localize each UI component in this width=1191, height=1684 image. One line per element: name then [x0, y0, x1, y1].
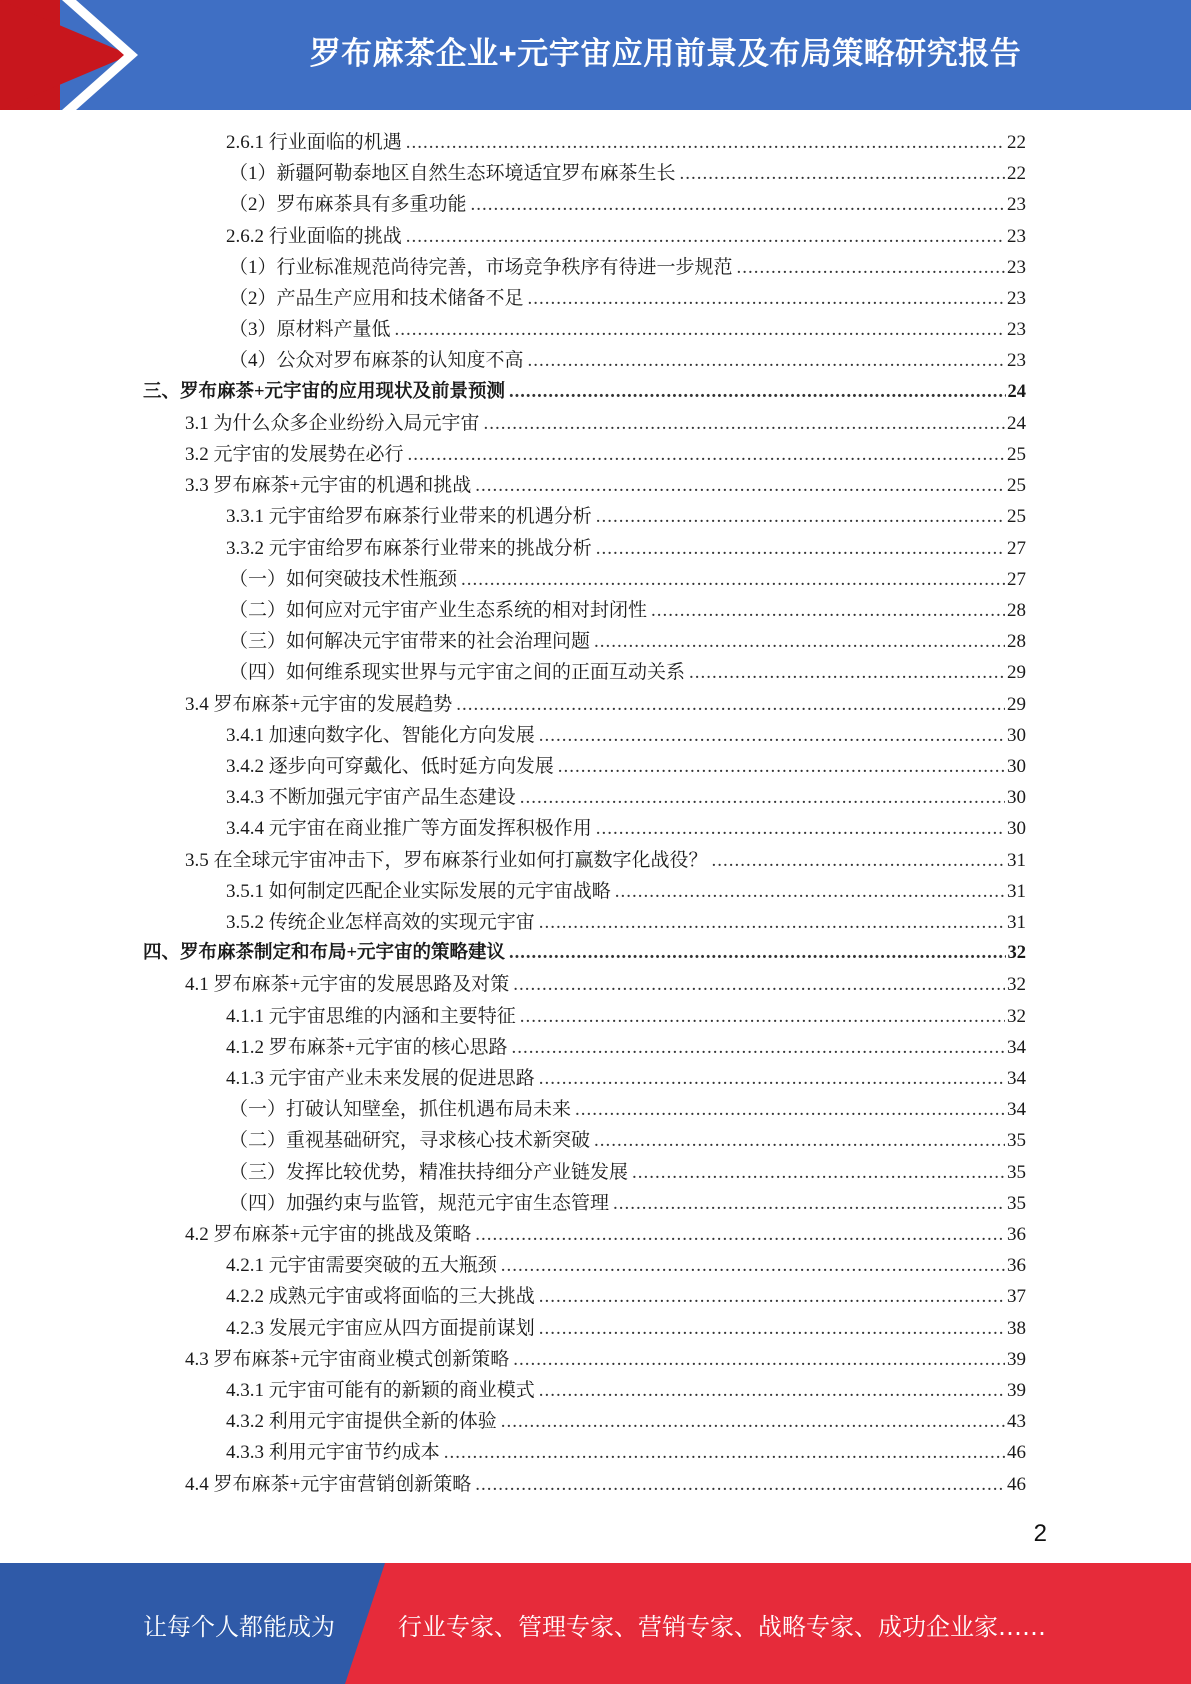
toc-leader-dots [539, 1375, 1005, 1406]
footer-blue-slant [345, 1563, 385, 1684]
toc-leader-dots [501, 1250, 1005, 1281]
toc-entry-title: 3.3 罗布麻茶+元宇宙的机遇和挑战 [185, 475, 472, 497]
toc-entry[interactable] [226, 720, 1026, 751]
toc-entry[interactable] [185, 689, 1026, 720]
toc-leader-dots [737, 252, 1005, 283]
toc-entry-title: 3.1 为什么众多企业纷纷入局元宇宙 [185, 412, 480, 434]
toc-entry-page: 31 [1007, 880, 1026, 902]
toc-entry-title: 3.4 罗布麻茶+元宇宙的发展趋势 [185, 693, 453, 715]
toc-entry[interactable] [229, 595, 1026, 626]
toc-entry-page: 25 [1007, 444, 1026, 465]
toc-entry-page: 23 [1007, 256, 1026, 278]
toc-entry-page: 23 [1007, 288, 1026, 309]
toc-entry-title: （1）行业标准规范尚待完善，市场竞争秩序有待进一步规范 [229, 256, 733, 278]
toc-leader-dots [511, 1032, 1005, 1063]
toc-leader-dots [509, 938, 1005, 969]
toc-entry-title: 4.4 罗布麻茶+元宇宙营销创新策略 [185, 1473, 472, 1495]
toc-entry[interactable] [226, 221, 1026, 252]
toc-entry-title: 4.2.1 元宇宙需要突破的五大瓶颈 [226, 1255, 497, 1277]
toc-entry-title: 3.4.3 不断加强元宇宙产品生态建设 [226, 787, 516, 809]
toc-entry[interactable] [185, 1344, 1026, 1375]
toc-entry[interactable] [185, 470, 1026, 501]
toc-entry-title: （4）公众对罗布麻茶的认知度不高 [229, 350, 524, 372]
toc-leader-dots [558, 751, 1005, 782]
toc-leader-dots [594, 626, 1005, 657]
toc-entry-title: 3.4.2 逐步向可穿戴化、低时延方向发展 [226, 756, 554, 777]
toc-leader-dots [513, 1344, 1005, 1375]
toc-entry-title: 4.2 罗布麻茶+元宇宙的挑战及策略 [185, 1224, 472, 1245]
toc-entry-page: 23 [1007, 194, 1026, 216]
toc-entry[interactable] [143, 377, 1026, 408]
toc-entry-title: （三）发挥比较优势，精准扶持细分产业链发展 [229, 1161, 629, 1183]
toc-leader-dots [520, 1001, 1005, 1032]
toc-entry-title: （二）如何应对元宇宙产业生态系统的相对封闭性 [229, 600, 648, 621]
toc-entry-page: 25 [1007, 475, 1026, 497]
toc-entry-title: （2）产品生产应用和技术储备不足 [229, 288, 524, 309]
toc-entry[interactable] [226, 751, 1026, 782]
toc-leader-dots [539, 907, 1005, 938]
toc-leader-dots [632, 1157, 1005, 1188]
toc-entry-title: 4.3.2 利用元宇宙提供全新的体验 [226, 1411, 497, 1433]
toc-entry[interactable] [143, 938, 1026, 969]
toc-entry[interactable] [185, 845, 1026, 876]
toc-leader-dots [596, 813, 1005, 844]
toc-entry-page: 39 [1007, 1348, 1026, 1370]
toc-entry-title: 4.3.1 元宇宙可能有的新颖的商业模式 [226, 1380, 535, 1401]
toc-entry[interactable] [229, 283, 1026, 314]
toc-entry-page: 25 [1007, 506, 1026, 528]
toc-leader-dots [596, 533, 1005, 564]
toc-entry-page: 29 [1007, 662, 1026, 684]
toc-entry-page: 34 [1007, 1036, 1026, 1058]
toc-entry-page: 31 [1007, 849, 1026, 871]
toc-entry-page: 34 [1007, 1099, 1026, 1121]
toc-entry-page: 22 [1007, 163, 1026, 185]
toc-entry[interactable] [229, 1188, 1026, 1219]
toc-entry-title: （1）新疆阿勒泰地区自然生态环境适宜罗布麻茶生长 [229, 163, 676, 185]
toc-entry-title: 4.1.2 罗布麻茶+元宇宙的核心思路 [226, 1036, 508, 1058]
page-footer [0, 1563, 1191, 1684]
toc-entry-title: 4.2.3 发展元宇宙应从四方面提前谋划 [226, 1317, 535, 1339]
toc-entry[interactable] [226, 1313, 1026, 1344]
toc-entry[interactable] [226, 1063, 1026, 1094]
toc-leader-dots [528, 345, 1005, 376]
toc-leader-dots [471, 189, 1005, 220]
toc-entry-title: 3.4.1 加速向数字化、智能化方向发展 [226, 724, 535, 746]
toc-leader-dots [484, 408, 1005, 439]
toc-leader-dots [689, 657, 1005, 688]
toc-entry[interactable] [226, 1437, 1026, 1468]
toc-entry[interactable] [185, 439, 1026, 470]
toc-leader-dots [594, 1125, 1005, 1156]
toc-entry-title: 4.1.1 元宇宙思维的内涵和主要特征 [226, 1005, 516, 1027]
toc-entry-page: 32 [1007, 1005, 1026, 1027]
toc-entry-title: 4.1 罗布麻茶+元宇宙的发展思路及对策 [185, 974, 510, 996]
toc-leader-dots [615, 876, 1005, 907]
toc-entry[interactable] [185, 1219, 1026, 1250]
footer-slogan-right: 行业专家、管理专家、营销专家、战略专家、成功企业家…… [398, 1613, 1046, 1641]
toc-entry-page: 27 [1007, 568, 1026, 590]
toc-entry-page: 43 [1007, 1411, 1026, 1433]
toc-entry-page: 39 [1007, 1380, 1026, 1401]
toc-entry-page: 36 [1007, 1255, 1026, 1277]
toc-entry[interactable] [185, 408, 1026, 439]
toc-entry-title: （四）加强约束与监管，规范元宇宙生态管理 [229, 1192, 610, 1214]
toc-entry-page: 28 [1007, 631, 1026, 653]
toc-leader-dots [461, 564, 1005, 595]
toc-entry-page: 38 [1007, 1317, 1026, 1339]
toc-leader-dots [680, 158, 1005, 189]
toc-entry[interactable] [229, 314, 1026, 345]
page-header [0, 0, 1191, 110]
toc-leader-dots [712, 845, 1005, 876]
toc-entry[interactable] [226, 907, 1026, 938]
toc-entry-title: （2）罗布麻茶具有多重功能 [229, 194, 467, 216]
toc-entry[interactable] [226, 813, 1026, 844]
toc-entry-title: 3.3.2 元宇宙给罗布麻茶行业带来的挑战分析 [226, 537, 592, 559]
toc-leader-dots [475, 1219, 1005, 1250]
toc-entry-page: 32 [1007, 943, 1026, 964]
toc-entry-page: 30 [1007, 724, 1026, 746]
toc-entry-title: 4.1.3 元宇宙产业未来发展的促进思路 [226, 1068, 535, 1089]
toc-leader-dots [395, 314, 1005, 345]
toc-leader-dots [475, 470, 1005, 501]
toc-entry-page: 30 [1007, 787, 1026, 809]
toc-entry-page: 35 [1007, 1130, 1026, 1152]
toc-entry-page: 46 [1007, 1473, 1026, 1495]
toc-leader-dots [501, 1406, 1005, 1437]
toc-entry[interactable] [226, 1406, 1026, 1437]
toc-leader-dots [456, 689, 1005, 720]
report-title: 罗布麻茶企业+元宇宙应用前景及布局策略研究报告 [309, 36, 1022, 71]
toc-entry-title: 3.3.1 元宇宙给罗布麻茶行业带来的机遇分析 [226, 506, 592, 528]
toc-entry-title: 2.6.2 行业面临的挑战 [226, 225, 402, 247]
toc-entry[interactable] [226, 1001, 1026, 1032]
toc-entry-title: 3.2 元宇宙的发展势在必行 [185, 444, 404, 465]
toc-leader-dots [406, 127, 1005, 158]
toc-leader-dots [520, 782, 1005, 813]
toc-entry-page: 31 [1007, 912, 1026, 933]
toc-entry[interactable] [229, 189, 1026, 220]
page-number: 2 [1033, 1520, 1047, 1547]
toc-leader-dots [444, 1437, 1005, 1468]
toc-entry-title: 4.3 罗布麻茶+元宇宙商业模式创新策略 [185, 1348, 510, 1370]
toc-entry-page: 37 [1007, 1286, 1026, 1308]
toc-entry-title: （3）原材料产量低 [229, 319, 391, 341]
toc-entry[interactable] [226, 127, 1026, 158]
toc-entry[interactable] [229, 158, 1026, 189]
toc-leader-dots [528, 283, 1005, 314]
toc-entry[interactable] [229, 1125, 1026, 1156]
chevron-right-icon [62, 0, 152, 110]
toc-entry-title: （四）如何维系现实世界与元宇宙之间的正面互动关系 [229, 662, 686, 684]
toc-entry[interactable] [229, 345, 1026, 376]
toc-entry-title: 3.5.1 如何制定匹配企业实际发展的元宇宙战略 [226, 880, 611, 902]
toc-entry-page: 35 [1007, 1192, 1026, 1214]
footer-slogan-left: 让每个人都能成为 [143, 1613, 335, 1641]
toc-entry[interactable] [226, 1375, 1026, 1406]
toc-leader-dots [539, 1281, 1005, 1312]
toc-entry-title: 3.5.2 传统企业怎样高效的实现元宇宙 [226, 912, 535, 933]
toc-entry[interactable] [226, 876, 1026, 907]
toc-entry-title: （一）打破认知壁垒，抓住机遇布局未来 [229, 1099, 572, 1121]
toc-leader-dots [651, 595, 1005, 626]
toc-leader-dots [575, 1094, 1005, 1125]
toc-entry[interactable] [226, 782, 1026, 813]
toc-leader-dots [509, 377, 1005, 408]
toc-entry-title: 2.6.1 行业面临的机遇 [226, 132, 402, 153]
toc-entry-page: 29 [1007, 693, 1026, 715]
toc-entry-page: 30 [1007, 756, 1026, 777]
toc-entry-title: 三、罗布麻茶+元宇宙的应用现状及前景预测 [143, 381, 506, 402]
toc-leader-dots [406, 221, 1005, 252]
toc-leader-dots [596, 501, 1005, 532]
toc-entry-title: 4.3.3 利用元宇宙节约成本 [226, 1442, 440, 1464]
toc-entry-page: 28 [1007, 600, 1026, 621]
toc-entry[interactable] [185, 969, 1026, 1000]
toc-entry-page: 23 [1007, 225, 1026, 247]
toc-entry[interactable] [226, 1281, 1026, 1312]
toc-leader-dots [475, 1469, 1005, 1500]
toc-entry-page: 23 [1007, 350, 1026, 372]
toc-leader-dots [408, 439, 1005, 470]
toc-entry-title: 4.2.2 成熟元宇宙或将面临的三大挑战 [226, 1286, 535, 1308]
toc-leader-dots [539, 720, 1005, 751]
toc-entry[interactable] [226, 501, 1026, 532]
toc-entry-title: （二）重视基础研究，寻求核心技术新突破 [229, 1130, 591, 1152]
toc-entry[interactable] [226, 533, 1026, 564]
toc-leader-dots [539, 1063, 1005, 1094]
toc-entry-page: 32 [1007, 974, 1026, 996]
toc-entry[interactable] [229, 657, 1026, 688]
toc-entry[interactable] [229, 252, 1026, 283]
toc-entry-page: 27 [1007, 537, 1026, 559]
toc-entry-page: 24 [1007, 412, 1026, 434]
toc-entry-page: 23 [1007, 319, 1026, 341]
toc-entry-page: 36 [1007, 1224, 1026, 1245]
toc-entry[interactable] [226, 1250, 1026, 1281]
toc-entry[interactable] [229, 1094, 1026, 1125]
toc-leader-dots [613, 1188, 1005, 1219]
toc-entry[interactable] [229, 1157, 1026, 1188]
toc-entry-page: 34 [1007, 1068, 1026, 1089]
toc-entry[interactable] [229, 626, 1026, 657]
toc-entry[interactable] [226, 1032, 1026, 1063]
toc-entry-page: 24 [1007, 381, 1026, 402]
toc-entry[interactable] [185, 1469, 1026, 1500]
toc-entry-page: 46 [1007, 1442, 1026, 1464]
toc-entry-title: （一）如何突破技术性瓶颈 [229, 568, 458, 590]
toc-entry-page: 30 [1007, 818, 1026, 840]
toc-leader-dots [539, 1313, 1005, 1344]
toc-leader-dots [513, 969, 1005, 1000]
toc-entry-title: 四、罗布麻茶制定和布局+元宇宙的策略建议 [143, 943, 506, 964]
toc-entry-page: 35 [1007, 1161, 1026, 1183]
toc-entry-page: 22 [1007, 132, 1026, 153]
toc-entry-title: 3.4.4 元宇宙在商业推广等方面发挥积极作用 [226, 818, 592, 840]
toc-entry-title: 3.5 在全球元宇宙冲击下，罗布麻茶行业如何打赢数字化战役？ [185, 849, 708, 871]
toc-entry-title: （三）如何解决元宇宙带来的社会治理问题 [229, 631, 591, 653]
toc-entry[interactable] [229, 564, 1026, 595]
